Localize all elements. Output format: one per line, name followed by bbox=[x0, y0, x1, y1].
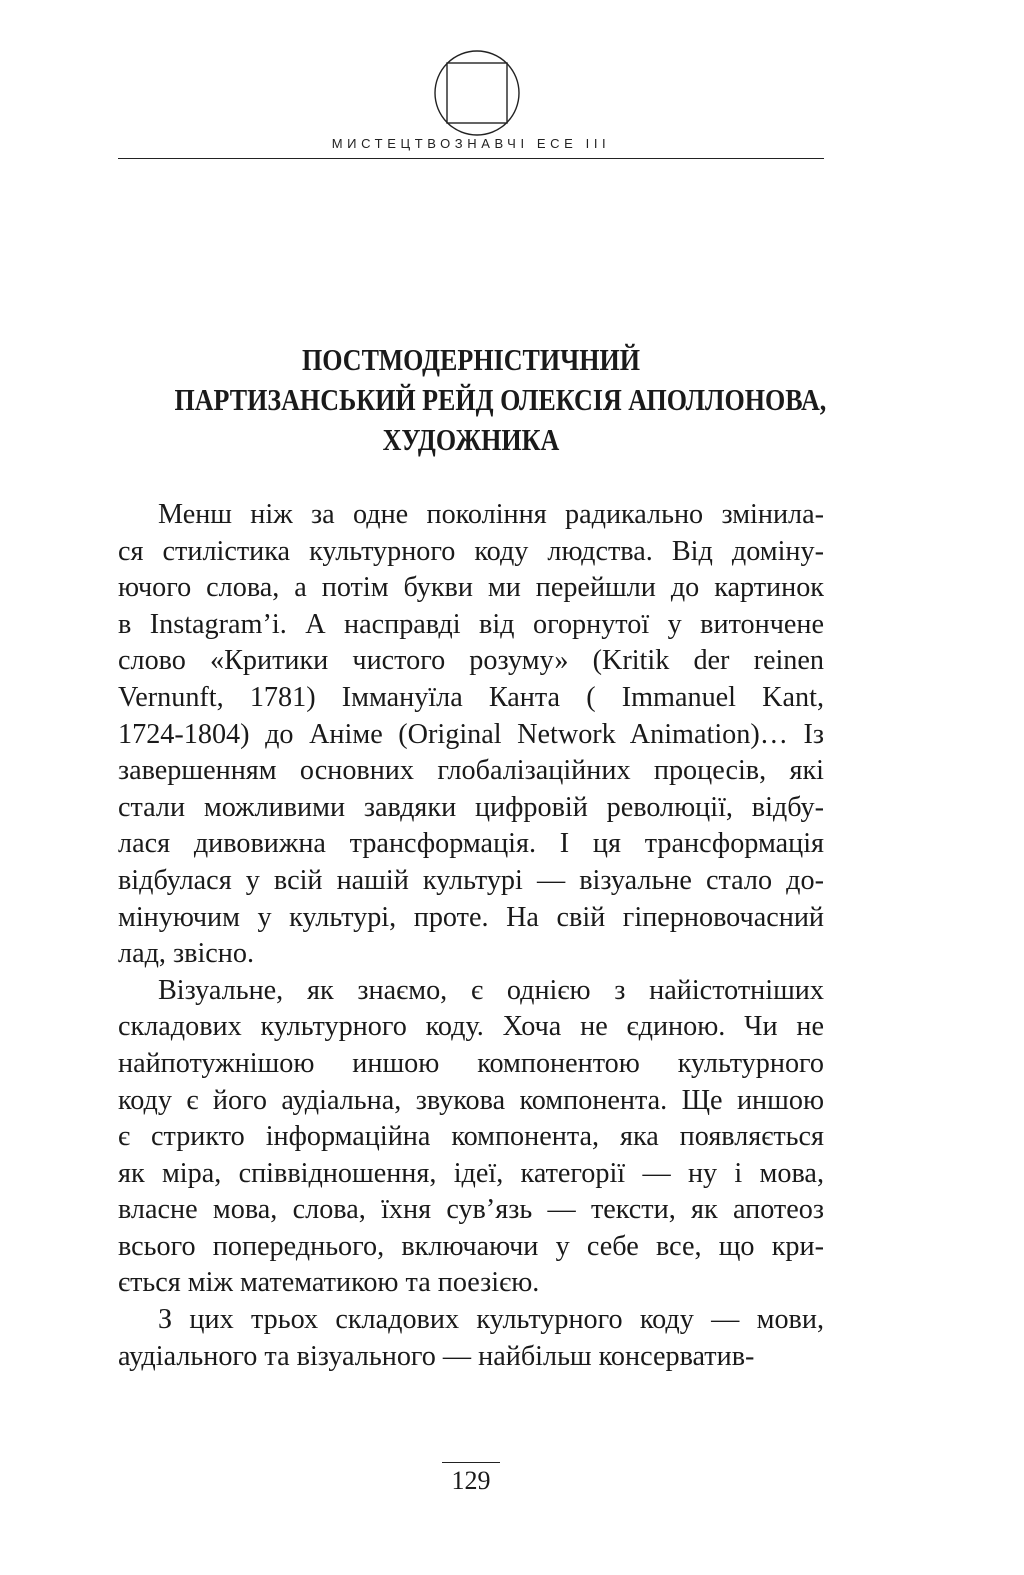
text-line: завершенням основних глобалізаційних процесів, які bbox=[118, 755, 824, 787]
paragraph bbox=[118, 497, 824, 973]
page-number: 129 bbox=[442, 1462, 500, 1497]
text-line: слово «Критики чистого розуму» (Kritik der reinen bbox=[118, 645, 824, 677]
chapter-title-line: ПОСТМОДЕРНІСТИЧНИЙ bbox=[301, 342, 641, 377]
text-line: стали можливими завдяки цифровій революції, відбу- bbox=[118, 791, 824, 823]
chapter-title-line: ПАРТИЗАНСЬКИЙ РЕЙД ОЛЕКСІЯ АПОЛЛОНОВА, bbox=[174, 382, 827, 417]
text-line: З цих трьох складових культурного коду — мови, bbox=[158, 1304, 824, 1336]
running-header: МИСТЕЦТВОЗНАВЧІ ЕСЕ ІІІ bbox=[331, 136, 611, 151]
text-line: ється між математикою та поезією. bbox=[118, 1267, 540, 1299]
text-line: як міра, співвідношення, ідеї, категорії — ну і мова, bbox=[118, 1157, 824, 1189]
publisher-logo-icon bbox=[432, 48, 522, 138]
text-line: складових культурного коду. Хоча не єдиною. Чи не bbox=[118, 1011, 824, 1043]
paragraph bbox=[118, 1302, 824, 1375]
text-line: лася дивовижна трансформація. І ця трансформація bbox=[118, 828, 824, 860]
text-line: Менш ніж за одне покоління радикально змінила- bbox=[158, 499, 824, 530]
text-line: власне мова, слова, їхня сув’язь — тексти, як апотеоз bbox=[118, 1194, 824, 1226]
text-line: Vernunft, 1781) Іммануїла Канта ( Immanuel Kant, bbox=[118, 681, 824, 713]
text-line: найпотужнішою иншою компонентою культурного bbox=[118, 1047, 824, 1079]
paragraph bbox=[118, 973, 824, 1302]
text-line: 1724-1804) до Аніме (Original Network Animation)… Із bbox=[118, 718, 824, 750]
chapter-title bbox=[174, 340, 827, 460]
text-line: аудіального та візуального — найбільш консерватив- bbox=[118, 1340, 755, 1372]
text-line: всього попереднього, включаючи у себе все, що кри- bbox=[118, 1230, 824, 1262]
body-text bbox=[118, 497, 824, 1375]
text-line: є стрикто інформаційна компонента, яка появляється bbox=[118, 1121, 824, 1153]
chapter-title-line: ХУДОЖНИКА bbox=[382, 422, 560, 457]
text-line: в Instagram’і. А насправді від огорнутої у витончене bbox=[118, 608, 824, 640]
text-line: ся стилістика культурного коду людства. Від доміну- bbox=[118, 535, 824, 567]
text-line: ючого слова, а потім букви ми перейшли до картинок bbox=[118, 572, 824, 604]
text-line: Візуальне, як знаємо, є однією з найістотніших bbox=[158, 974, 824, 1006]
text-line: коду є його аудіальна, звукова компонента. Ще иншою bbox=[118, 1084, 824, 1116]
text-line: відбулася у всій нашій культурі — візуальне стало до- bbox=[118, 864, 824, 896]
text-line: мінуючим у культурі, проте. На свій гіперновочасний bbox=[118, 901, 824, 933]
header-rule bbox=[118, 158, 824, 159]
text-line: лад, звісно. bbox=[118, 938, 255, 970]
